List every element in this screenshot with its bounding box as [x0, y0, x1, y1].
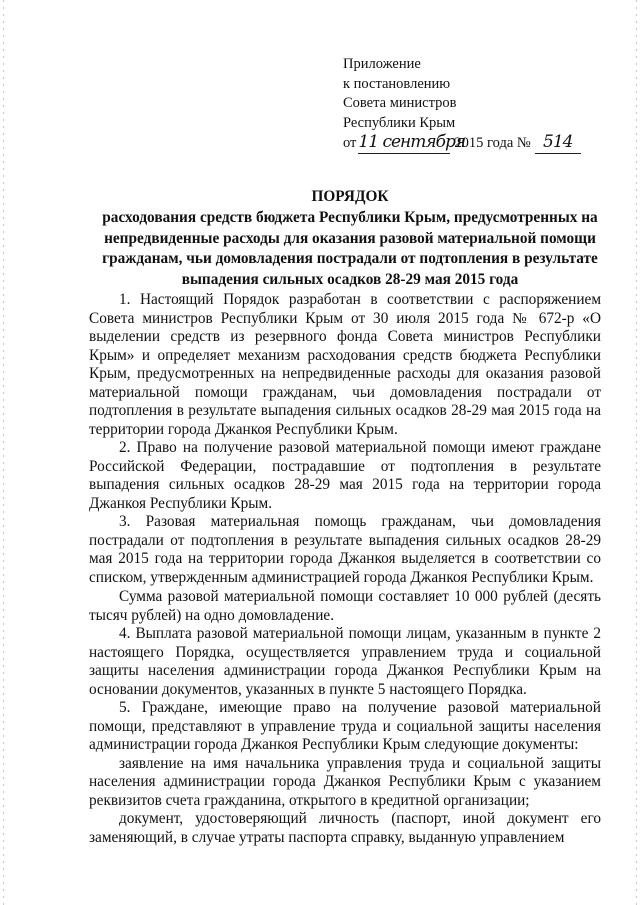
- paragraph-4: 4. Выплата разовой материальной помощи лицам, указанным в пункте 2 настоящего Порядка, осуществляется управлением труда и социальной защиты населения администрации города Джанкоя Республики Крым на основании документов, указанных в пункте 5 настоящего Порядка.: [89, 625, 601, 698]
- title-heading: ПОРЯДОК: [311, 188, 389, 205]
- attachment-line-3: Совета министров: [343, 95, 457, 111]
- paragraph-3: 3. Разовая материальная помощь гражданам, чьи домовладения пострадали от подтопления в результате выпадения сильных осадков 28-29 мая 2015 года на территории города Джанкоя выделяется в соответствии со списком, утвержденным администрацией города Джанкоя Республики Крым.: [89, 513, 601, 586]
- date-prefix: от: [343, 135, 357, 151]
- paragraph-1: 1. Настоящий Порядок разработан в соответствии с распоряжением Совета министров Республики Крым от 30 июля 2015 года № 672-р «О выделении средств из резервного фонда Совета министров Республики Крым» и определяет механизм расходования средств бюджета Республики Крым, предусмотренных на непредвиденные расходы для оказания разовой материальной помощи гражданам, чьи домовладения пострадали от подтопления в результате выпадения сильных осадков 28-29 мая 2015 года на территории города Джанкоя Республики Крым.: [89, 291, 601, 438]
- attachment-block: [343, 55, 581, 154]
- title-line-2: непредвиденные расходы для оказания разовой материальной помощи: [104, 229, 596, 247]
- document-title: [60, 187, 640, 291]
- attachment-line-2: к постановлению: [343, 75, 451, 92]
- paragraph-5: 5. Граждане, имеющие право на получение разовой материальной помощи, представляют в управление труда и социальной защиты населения администрации города Джанкоя Республики Крым следующие документы:: [89, 699, 601, 753]
- attachment-line-4: Республики Крым: [343, 114, 456, 131]
- paragraph-amount: Сумма разовой материальной помощи составляет 10 000 рублей (десять тысяч рублей) на одно домовладение.: [89, 588, 601, 624]
- document-body: [89, 291, 601, 847]
- paragraph-2: 2. Право на получение разовой материальной помощи имеют граждане Российской Федерации, пострадавшие от подтопления в результате выпадения сильных осадков 28-29 мая 2015 года на территории города Джанкоя Республики Крым.: [89, 439, 601, 512]
- attachment-line-1: Приложение: [343, 56, 421, 72]
- page-edge-left: [3, 0, 4, 905]
- title-line-4: выпадения сильных осадков 28-29 мая 2015 года: [181, 271, 519, 289]
- paragraph-identity-document: документ, удостоверяющий личность (паспорт, иной документ его заменяющий, в случае утраты паспорта справку, выданную управлением: [89, 810, 601, 846]
- page-edge-right: [636, 0, 637, 905]
- attachment-date-line: [343, 133, 581, 154]
- handwritten-number: 514: [535, 133, 581, 154]
- title-line-3: гражданам, чьи домовладения пострадали от подтопления в результате: [102, 250, 598, 268]
- title-line-1: расходования средств бюджета Республики Крым, предусмотренных на: [102, 208, 598, 226]
- handwritten-date: 11 сентября: [358, 132, 466, 152]
- paragraph-application: заявление на имя начальника управления труда и социальной защиты населения администрации города Джанкоя Республики Крым с указанием реквизитов счета гражданина, открытого в кредитной организации;: [89, 754, 601, 809]
- year-number-label: 2015 года №: [454, 135, 531, 151]
